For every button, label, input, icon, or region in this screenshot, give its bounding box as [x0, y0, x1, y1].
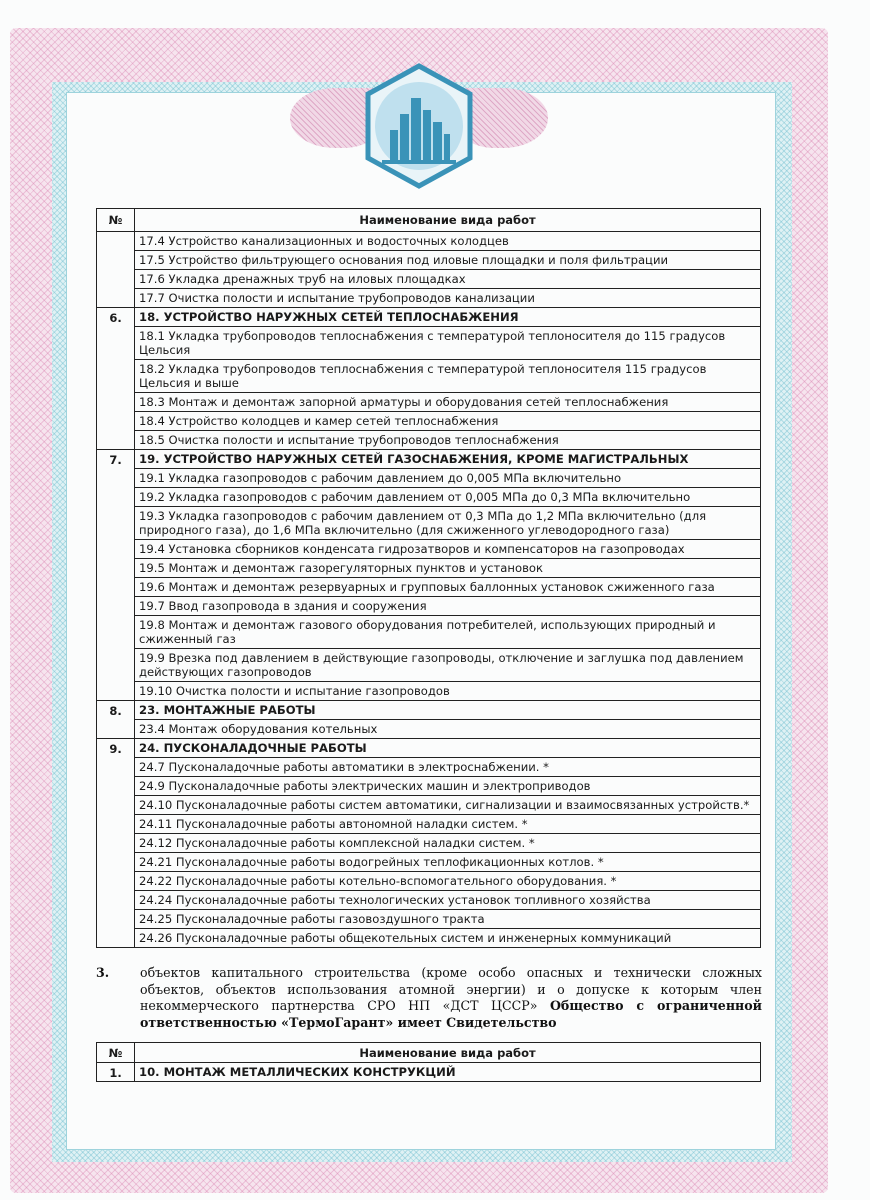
column-header-number: №	[97, 1043, 135, 1063]
section-heading: 24. ПУСКОНАЛАДОЧНЫЕ РАБОТЫ	[135, 739, 760, 758]
work-item: 17.5 Устройство фильтрующего основания под иловые площадки и поля фильтрации	[135, 251, 760, 270]
work-item: 19.1 Укладка газопроводов с рабочим давлением до 0,005 МПа включительно	[135, 469, 760, 488]
column-header-work-type: Наименование вида работ	[135, 1043, 761, 1063]
work-item: 19.8 Монтаж и демонтаж газового оборудования потребителей, использующих природный и сжиженный газ	[135, 616, 760, 649]
work-item: 18.4 Устройство колодцев и камер сетей теплоснабжения	[135, 412, 760, 431]
row-body	[135, 450, 761, 701]
section-heading: 18. УСТРОЙСТВО НАРУЖНЫХ СЕТЕЙ ТЕПЛОСНАБЖЕНИЯ	[135, 308, 760, 327]
section-text-bold: Общество с ограниченной ответственностью «ТермоГарант» имеет Свидетельство	[140, 998, 762, 1030]
work-item: 19.9 Врезка под давлением в действующие газопроводы, отключение и заглушка под давлением действующих газопроводов	[135, 649, 760, 682]
section-heading: 23. МОНТАЖНЫЕ РАБОТЫ	[135, 701, 760, 720]
work-item: 19.2 Укладка газопроводов с рабочим давлением от 0,005 МПа до 0,3 МПа включительно	[135, 488, 760, 507]
section-heading: 19. УСТРОЙСТВО НАРУЖНЫХ СЕТЕЙ ГАЗОСНАБЖЕНИЯ, КРОМЕ МАГИСТРАЛЬНЫХ	[135, 450, 760, 469]
table-row	[97, 450, 761, 701]
work-item: 24.25 Пусконаладочные работы газовоздушного тракта	[135, 910, 760, 929]
column-header-work-type: Наименование вида работ	[135, 209, 761, 232]
row-number: 9.	[97, 739, 135, 948]
table-row	[97, 308, 761, 450]
table-row	[97, 1063, 761, 1082]
work-item: 24.22 Пусконаладочные работы котельно-вспомогательного оборудования. *	[135, 872, 760, 891]
row-number: 1.	[97, 1063, 135, 1082]
work-item: 18.1 Укладка трубопроводов теплоснабжения с температурой теплоносителя до 115 градусов Цельсия	[135, 327, 760, 360]
column-header-number: №	[97, 209, 135, 232]
work-item: 24.7 Пусконаладочные работы автоматики в электроснабжении. *	[135, 758, 760, 777]
work-item: 24.24 Пусконаладочные работы технологических установок топливного хозяйства	[135, 891, 760, 910]
section-text	[140, 965, 762, 1031]
row-body	[135, 1063, 761, 1082]
work-item: 23.4 Монтаж оборудования котельных	[139, 722, 378, 736]
section-3-paragraph	[96, 965, 762, 1031]
row-number: 7.	[97, 450, 135, 701]
city-emblem-logo	[360, 62, 478, 190]
row-number: 8.	[97, 701, 135, 739]
work-item: 24.21 Пусконаладочные работы водогрейных теплофикационных котлов. *	[135, 853, 760, 872]
work-item: 19.6 Монтаж и демонтаж резервуарных и групповых баллонных установок сжиженного газа	[135, 578, 760, 597]
work-item: 17.6 Укладка дренажных труб на иловых площадках	[135, 270, 760, 289]
section-text-regular: объектов капитального строительства (кроме особо опасных и технически сложных объектов, объектов использования атомной энергии) и о допуске к которым член некоммерческого партнерства СРО НП «ДСТ ЦССР»	[140, 965, 762, 1013]
work-item: 17.7 Очистка полости и испытание трубопроводов канализации	[139, 291, 535, 305]
row-body	[135, 232, 761, 308]
work-item: 24.11 Пусконаладочные работы автономной наладки систем. *	[135, 815, 760, 834]
work-item: 24.10 Пусконаладочные работы систем автоматики, сигнализации и взаимосвязанных устройств.*	[135, 796, 760, 815]
works-table	[96, 208, 761, 948]
work-item: 17.4 Устройство канализационных и водосточных колодцев	[135, 232, 760, 251]
work-item: 24.12 Пусконаладочные работы комплексной наладки систем. *	[135, 834, 760, 853]
section-number: 3.	[96, 965, 110, 980]
row-body	[135, 308, 761, 450]
work-item: 19.7 Ввод газопровода в здания и сооружения	[135, 597, 760, 616]
work-item: 19.10 Очистка полости и испытание газопроводов	[139, 684, 450, 698]
works-table-2	[96, 1042, 761, 1082]
row-heading: 10. МОНТАЖ МЕТАЛЛИЧЕСКИХ КОНСТРУКЦИЙ	[139, 1065, 456, 1079]
works-table-container	[96, 208, 762, 948]
work-item: 19.3 Укладка газопроводов с рабочим давлением от 0,3 МПа до 1,2 МПа включительно (для природного газа), до 1,6 МПа включительно (для сжиженного углеводородного газа)	[135, 507, 760, 540]
row-number	[97, 232, 135, 308]
table-row	[97, 232, 761, 308]
works-table-2-container	[96, 1042, 761, 1082]
work-item: 19.5 Монтаж и демонтаж газорегуляторных пунктов и установок	[135, 559, 760, 578]
row-number: 6.	[97, 308, 135, 450]
row-body	[135, 701, 761, 739]
work-item: 18.2 Укладка трубопроводов теплоснабжения с температурой теплоносителя 115 градусов Цельсия и выше	[135, 360, 760, 393]
work-item: 24.9 Пусконаладочные работы электрических машин и электроприводов	[135, 777, 760, 796]
work-item: 24.26 Пусконаладочные работы общекотельных систем и инженерных коммуникаций	[139, 931, 672, 945]
work-item: 19.4 Установка сборников конденсата гидрозатворов и компенсаторов на газопроводах	[135, 540, 760, 559]
table-row	[97, 701, 761, 739]
work-item: 18.3 Монтаж и демонтаж запорной арматуры и оборудования сетей теплоснабжения	[135, 393, 760, 412]
row-body	[135, 739, 761, 948]
table-row	[97, 739, 761, 948]
work-item: 18.5 Очистка полости и испытание трубопроводов теплоснабжения	[139, 433, 559, 447]
